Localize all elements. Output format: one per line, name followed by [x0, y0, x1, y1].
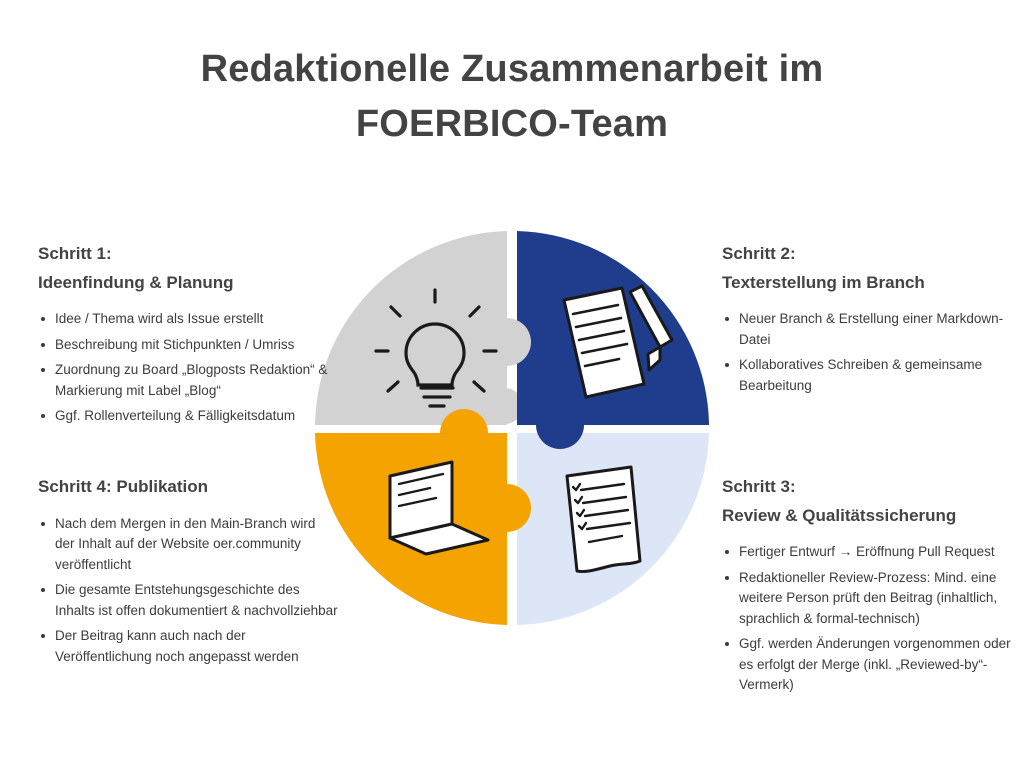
- page-title-line-2: FOERBICO-Team: [355, 103, 669, 146]
- document-checklist-icon: [567, 467, 640, 572]
- step-block-4: [38, 473, 338, 672]
- step-block-1: [38, 240, 338, 432]
- list-item: Neuer Branch & Erstellung einer Markdown-Datei: [722, 309, 1020, 350]
- list-item: Zuordnung zu Board „Blogposts Redaktion“ & Markierung mit Label „Blog“: [38, 360, 338, 401]
- page-title: [0, 42, 1024, 152]
- step-4-heading: [38, 473, 338, 502]
- step-2-heading-line-1: Schritt 2:: [722, 244, 796, 263]
- list-item: Redaktioneller Review-Prozess: Mind. eine weitere Person prüft den Beitrag (inhaltlich, sprachlich & formal-technisch): [722, 568, 1020, 630]
- list-item: Beschreibung mit Stichpunkten / Umriss: [38, 335, 338, 356]
- list-item: Ggf. Rollenverteilung & Fälligkeitsdatum: [38, 406, 338, 427]
- puzzle-diagram: [312, 228, 712, 628]
- list-item: Die gesamte Entstehungsgeschichte des Inhalts ist offen dokumentiert & nachvollziehbar: [38, 580, 338, 621]
- list-item: Der Beitrag kann auch nach der Veröffentlichung noch angepasst werden: [38, 626, 338, 667]
- step-1-heading-line-1: Schritt 1:: [38, 244, 112, 263]
- list-item: Nach dem Mergen in den Main-Branch wird der Inhalt auf der Website oer.community veröffentlicht: [38, 514, 338, 576]
- step-4-list: [38, 514, 338, 668]
- step-3-heading-line-2: Review & Qualitätssicherung: [722, 505, 957, 525]
- step-1-heading-line-2: Ideenfindung & Planung: [38, 272, 234, 292]
- list-item: Kollaboratives Schreiben & gemeinsame Bearbeitung: [722, 355, 1020, 396]
- step-3-heading: [722, 473, 1020, 530]
- step-3-heading-line-1: Schritt 3:: [722, 477, 796, 496]
- step-2-heading-line-2: Texterstellung im Branch: [722, 272, 925, 292]
- step-3-list: [722, 542, 1020, 696]
- list-item: Idee / Thema wird als Issue erstellt: [38, 309, 338, 330]
- step-4-heading-line-1: Schritt 4: Publikation: [38, 477, 209, 496]
- step-1-heading: [38, 240, 338, 297]
- page-title-line-1: Redaktionelle Zusammenarbeit im: [200, 48, 824, 90]
- step-2-list: [722, 309, 1020, 396]
- list-item: Ggf. werden Änderungen vorgenommen oder es erfolgt der Merge (inkl. „Reviewed-by“-Vermerk): [722, 634, 1020, 696]
- step-block-2: [722, 240, 1020, 401]
- step-2-heading: [722, 240, 1020, 297]
- puzzle-quadrant-top-left: [315, 231, 507, 425]
- step-1-list: [38, 309, 338, 427]
- step-block-3: [722, 473, 1020, 701]
- list-item: Fertiger Entwurf → Eröffnung Pull Request: [722, 542, 1020, 563]
